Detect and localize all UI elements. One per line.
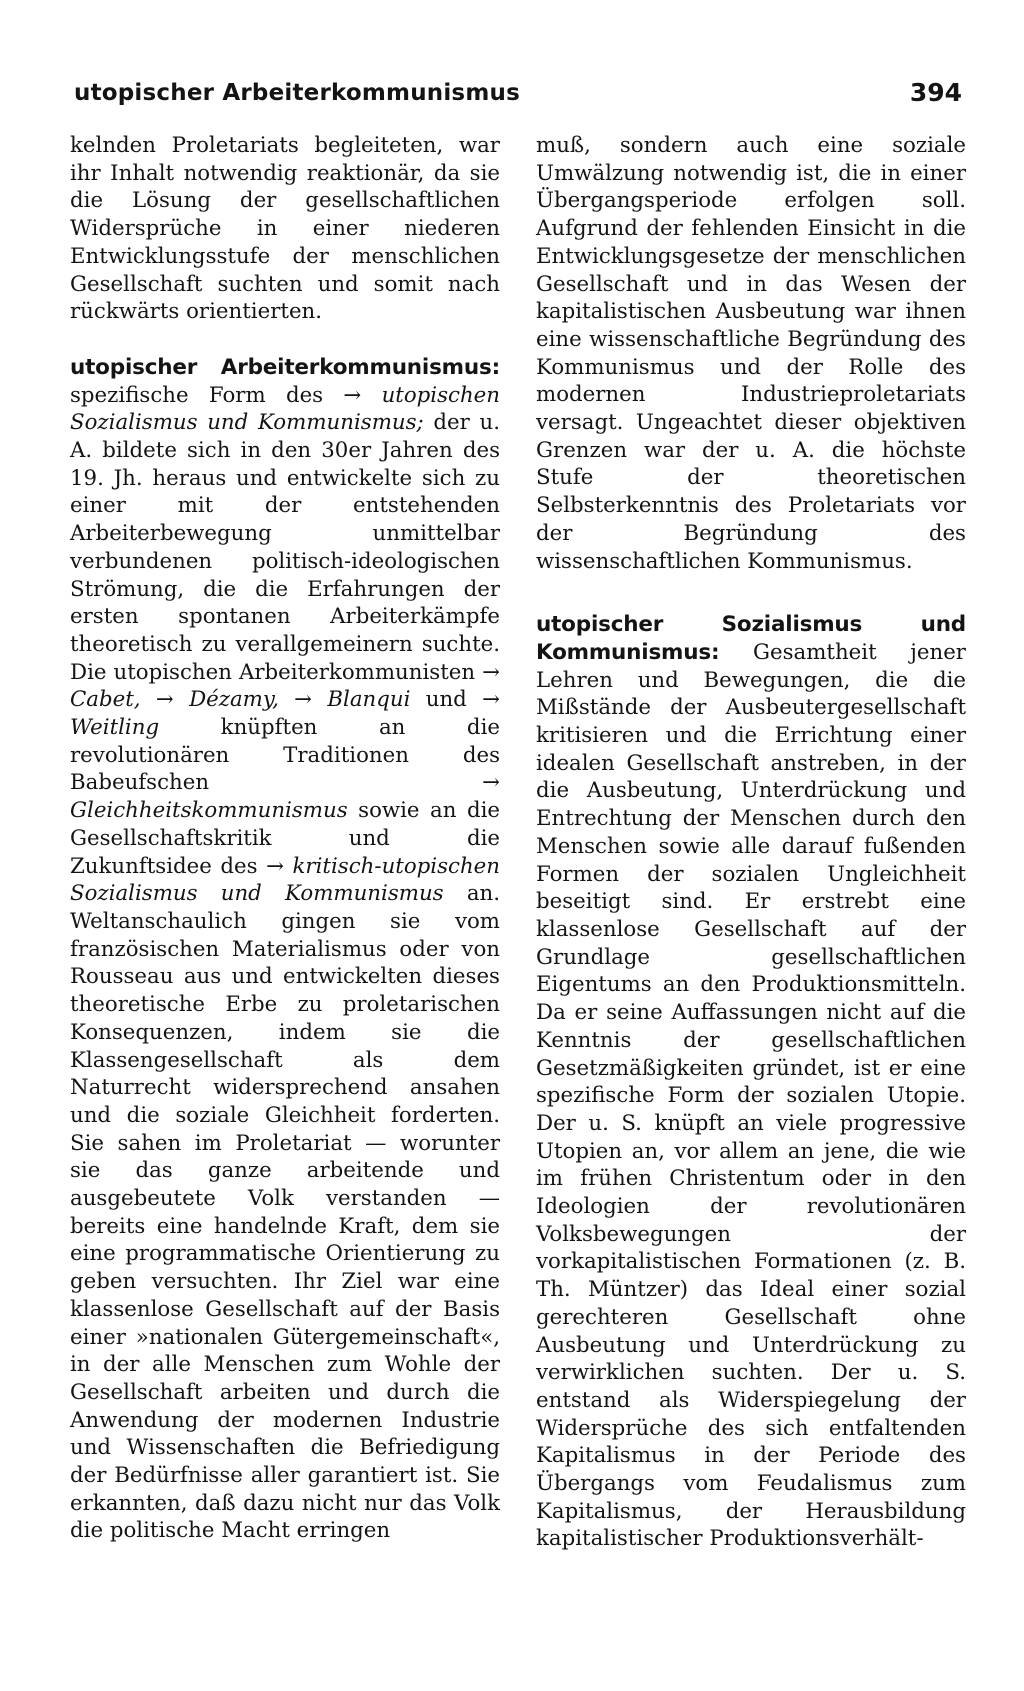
cross-reference-arrow-icon: →	[155, 687, 174, 713]
cross-reference-link[interactable]: Cabet,	[70, 687, 141, 713]
cross-reference-arrow-icon: →	[482, 687, 500, 713]
cross-reference-arrow-icon: →	[482, 770, 500, 796]
dictionary-entry-sozialismus-kommunismus	[536, 611, 966, 1553]
cross-reference-link[interactable]: Gleichheitskommunismus	[70, 798, 348, 824]
entry-text: knüpften an die revolutionären Traditionen des Babeufschen	[70, 715, 500, 796]
cross-reference-arrow-icon: →	[294, 687, 313, 713]
page-header	[74, 68, 962, 114]
entry-text: Gesamtheit jener Lehren und Bewegungen, die die Mißstände der Ausbeutergesellschaft kritisieren und die Errichtung einer idealen Gesellschaft anstreben, in der die Ausbeutung, Unterdrückung und Entrechtung der Menschen durch den Menschen sowie alle darauf fußenden Formen der sozialen Ungleichheit beseitigt sind. Er erstrebt eine klassenlose Gesellschaft auf der Grundlage gesellschaftlichen Eigentums an den Produktionsmitteln. Da er seine Auffassungen nicht auf die Kenntnis der gesellschaftlichen Gesetzmäßigkeiten gründet, ist er eine spezifische Form der sozialen Utopie. Der u. S. knüpft an viele progressive Utopien an, vor allem an jene, die wie im frühen Christentum oder in den Ideologien der revolutionären Volksbewegungen der vorkapitalistischen Formationen (z. B. Th. Müntzer) das Ideal einer sozial gerechteren Gesellschaft ohne Ausbeutung und Unterdrückung zu verwirklichen suchten. Der u. S. entstand als Widerspiegelung der Widersprüche des sich entfaltenden Kapitalismus in der Periode des Übergangs vom Feudalismus zum Kapitalismus, der Herausbildung kapitalistischer Produktionsverhält-	[536, 639, 966, 1552]
continued-paragraph: kelnden Proletariats begleiteten, war ihr Inhalt notwendig reaktionär, da sie die Lösung der gesellschaftlichen Widersprüche in einer niederen Entwicklungsstufe der menschlichen Gesellschaft suchten und somit nach rückwärts orientierten.	[70, 133, 500, 325]
entry-text: spezifische Form des	[70, 382, 344, 408]
continued-paragraph: muß, sondern auch eine soziale Umwälzung notwendig ist, die in einer Übergangsperiode erfolgen soll. Aufgrund der fehlenden Einsicht in die Entwicklungsgesetze der menschlichen Gesellschaft und in das Wesen der kapitalistischen Ausbeutung war ihnen eine wissenschaftliche Begründung des Kommunismus und der Rolle des modernen Industrieproletariats versagt. Ungeachtet dieser objektiven Grenzen war der u. A. die höchste Stufe der theoretischen Selbsterkenntnis des Proletariats vor der Begründung des wissenschaftlichen Kommunismus.	[536, 133, 966, 574]
entry-headword: utopischer Sozialismus und Kommunismus:	[536, 612, 966, 665]
page-number: 394	[909, 78, 962, 107]
cross-reference-link[interactable]: Blanqui	[327, 687, 411, 713]
running-title: utopischer Arbeiterkommunismus	[74, 80, 520, 106]
right-column	[536, 132, 966, 1553]
dictionary-entry-arbeiterkommunismus	[70, 354, 500, 1545]
cross-reference-link[interactable]: Weitling	[70, 715, 160, 741]
entry-text: sowie an die Gesellschaftskritik und die Zukunftsidee des	[70, 798, 500, 879]
cross-reference-arrow-icon: →	[343, 382, 362, 408]
entry-text: an. Weltanschaulich gingen sie vom französischen Materialismus oder von Rousseau aus und entwickelten dieses theoretische Erbe zu proletarischen Konsequenzen, indem sie die Klassengesellschaft als dem Naturrecht widersprechend ansahen und die soziale Gleichheit forderten. Sie sahen im Proletariat — worunter sie das ganze arbeitende und ausgebeutete Volk verstanden — bereits eine handelnde Kraft, dem sie eine programmatische Orientierung zu geben versuchten. Ihr Ziel war eine klassenlose Gesellschaft auf der Basis einer »nationalen Gütergemeinschaft«, in der alle Menschen zum Wohle der Gesellschaft arbeiten und durch die Anwendung der modernen Industrie und Wissenschaften die Befriedigung der Bedürfnisse aller garantiert ist. Sie erkannten, daß dazu nicht nur das Volk die politische Macht erringen	[70, 881, 501, 1544]
entry-text: und	[410, 687, 483, 713]
left-column	[70, 132, 500, 1545]
cross-reference-arrow-icon: →	[482, 659, 500, 685]
cross-reference-link[interactable]: kritisch-utopischen Sozialismus und Kommunismus	[70, 853, 500, 907]
cross-reference-link[interactable]: utopischen Sozialismus und Kommunismus;	[70, 382, 500, 436]
entry-headword: utopischer Arbeiterkommunismus:	[70, 354, 500, 380]
cross-reference-link[interactable]: Dézamy,	[189, 687, 279, 713]
cross-reference-arrow-icon: →	[266, 853, 284, 879]
entry-text: der u. A. bildete sich in den 30er Jahren des 19. Jh. heraus und entwickelte sich zu einer mit der entstehenden Arbeiterbewegung unmittelbar verbundenen politisch-ideologischen Strömung, die die Erfahrungen der ersten spontanen Arbeiterkämpfe theoretisch zu verallgemeinern suchte. Die utopischen Arbeiterkommunisten	[70, 410, 500, 685]
